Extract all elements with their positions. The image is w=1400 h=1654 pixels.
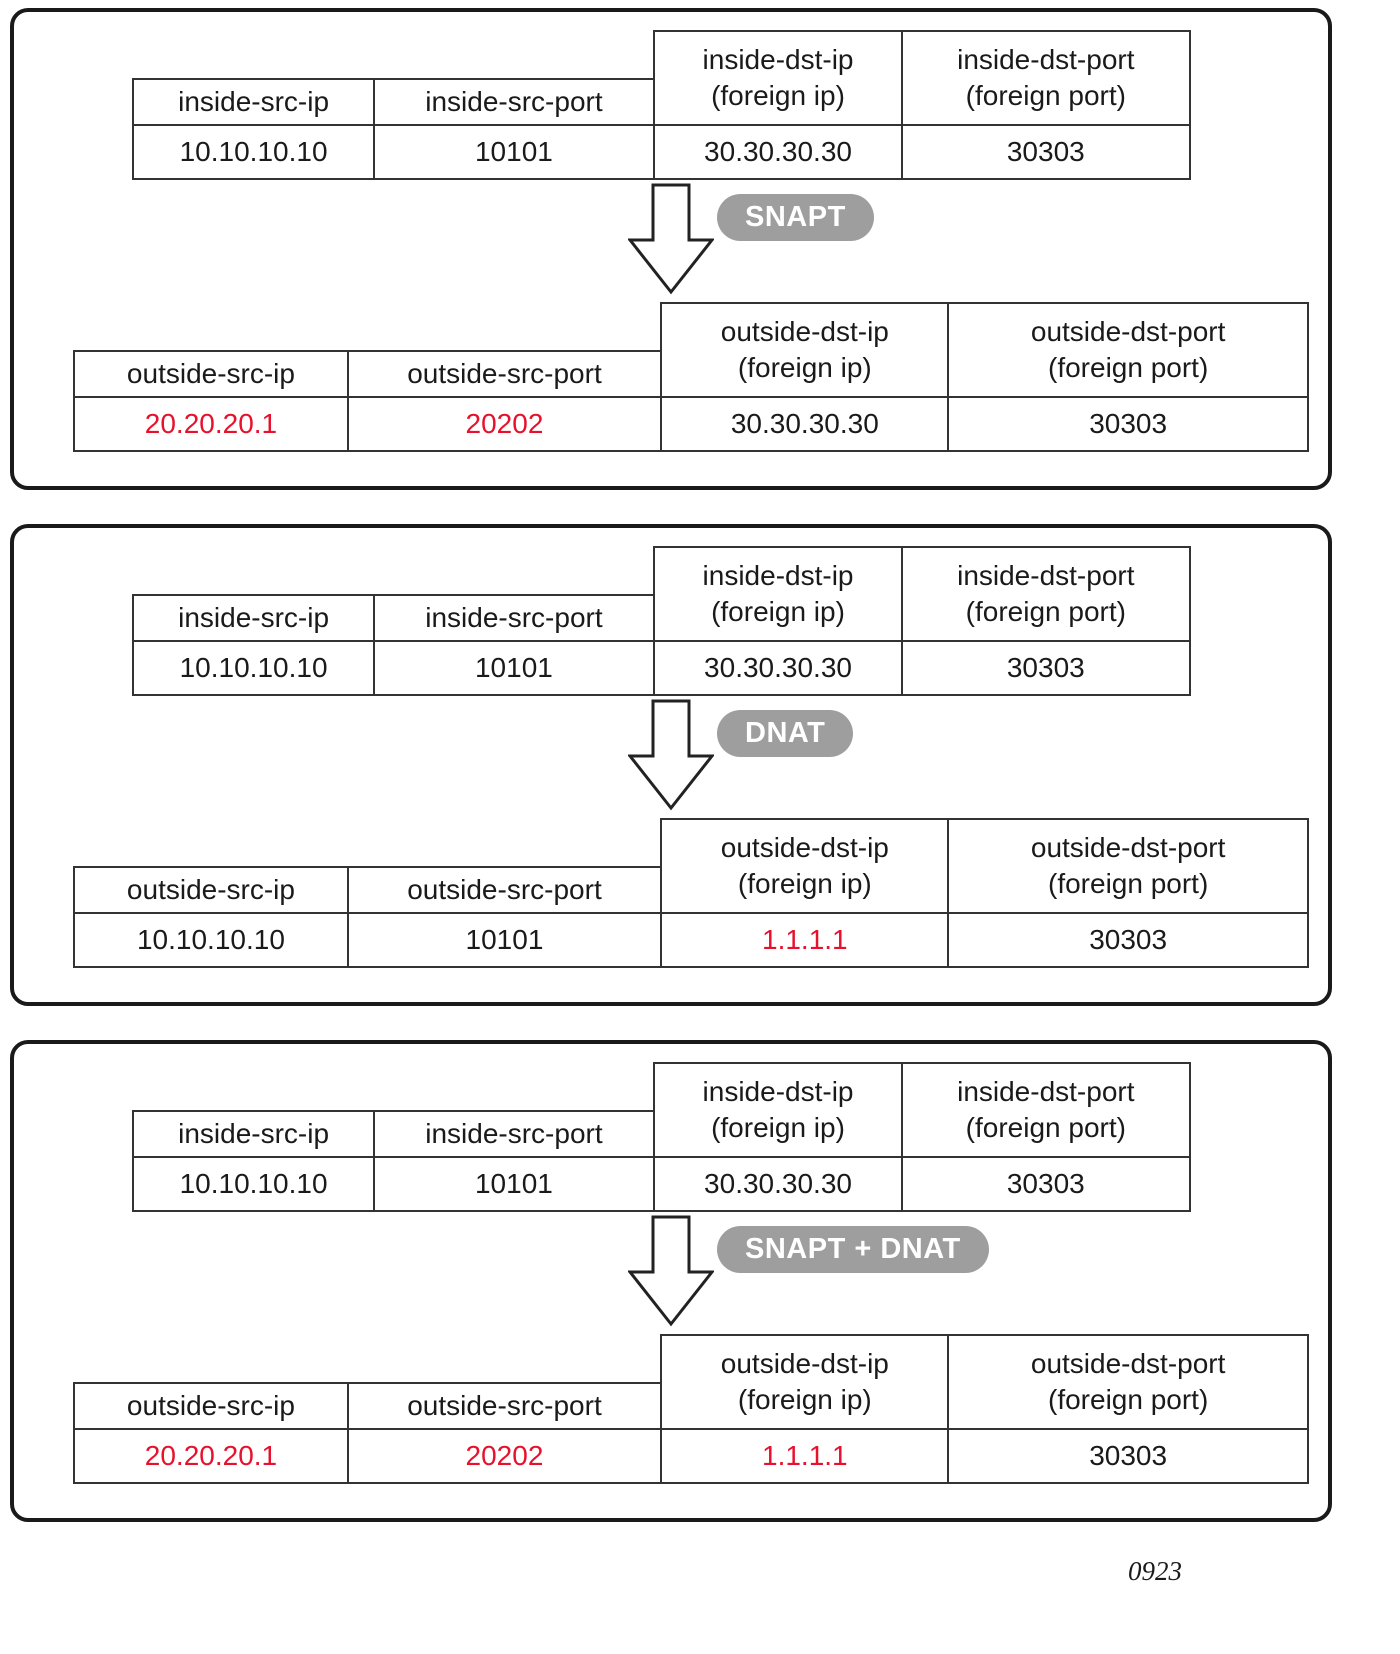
nat-diagram bbox=[0, 8, 1400, 1587]
header-label: outside-src-ip bbox=[126, 358, 295, 390]
header-label: outside-dst-ip bbox=[720, 832, 889, 864]
cell-value bbox=[132, 640, 375, 696]
value-label: 10101 bbox=[474, 1168, 553, 1199]
cell-value bbox=[947, 912, 1308, 968]
value-label: 20202 bbox=[465, 408, 544, 439]
value-label: 30303 bbox=[1006, 652, 1085, 683]
value-label: 30.30.30.30 bbox=[704, 136, 852, 167]
column-header bbox=[73, 866, 349, 914]
transform-arrow-row bbox=[14, 1212, 1328, 1334]
header-label: inside-dst-port bbox=[957, 560, 1135, 592]
column-header bbox=[132, 78, 375, 126]
transform-arrow-row bbox=[14, 696, 1328, 818]
cell-value bbox=[901, 640, 1190, 696]
column-header bbox=[373, 78, 655, 126]
header-label: outside-dst-port bbox=[1030, 316, 1226, 348]
header-label: inside-src-ip bbox=[178, 1118, 330, 1150]
cell-value bbox=[347, 1428, 662, 1484]
column-outside-dst-port bbox=[947, 1334, 1308, 1484]
header-label: outside-src-port bbox=[407, 1390, 602, 1422]
cell-value bbox=[653, 1156, 903, 1212]
header-label: inside-src-ip bbox=[178, 86, 330, 118]
column-header bbox=[901, 1062, 1190, 1158]
transform-arrow-row bbox=[14, 180, 1328, 302]
column-header bbox=[947, 302, 1308, 398]
inside-table bbox=[132, 30, 1196, 180]
header-label: outside-dst-ip bbox=[720, 316, 889, 348]
header-sublabel: (foreign ip) bbox=[711, 80, 845, 111]
column-inside-src-port bbox=[373, 78, 655, 180]
value-label: 10101 bbox=[474, 652, 553, 683]
cell-value bbox=[132, 124, 375, 180]
column-header bbox=[901, 30, 1190, 126]
column-outside-dst-ip bbox=[660, 1334, 949, 1484]
value-label: 10.10.10.10 bbox=[179, 1168, 328, 1199]
header-label: inside-dst-ip bbox=[702, 560, 854, 592]
value-label: 30303 bbox=[1089, 1440, 1168, 1471]
cell-value bbox=[347, 396, 662, 452]
header-label: outside-src-port bbox=[407, 358, 602, 390]
column-inside-dst-ip bbox=[653, 30, 903, 180]
header-label: inside-src-port bbox=[425, 1118, 603, 1150]
value-label: 30303 bbox=[1006, 136, 1085, 167]
header-sublabel: (foreign port) bbox=[965, 80, 1126, 111]
value-label: 1.1.1.1 bbox=[762, 1440, 848, 1471]
figure-number: 0923 bbox=[1128, 1556, 1182, 1586]
value-label: 30.30.30.30 bbox=[730, 408, 879, 439]
column-header bbox=[347, 1382, 662, 1430]
column-inside-dst-port bbox=[901, 1062, 1190, 1212]
header-label: inside-dst-port bbox=[957, 44, 1135, 76]
column-header bbox=[660, 302, 949, 398]
header-label: outside-dst-port bbox=[1030, 1348, 1226, 1380]
value-label: 10.10.10.10 bbox=[179, 652, 328, 683]
column-header bbox=[373, 1110, 655, 1158]
column-header bbox=[947, 1334, 1308, 1430]
header-label: inside-dst-ip bbox=[702, 1076, 854, 1108]
outside-table bbox=[73, 818, 1315, 968]
column-inside-dst-ip bbox=[653, 1062, 903, 1212]
header-label: inside-dst-port bbox=[957, 1076, 1135, 1108]
value-label: 1.1.1.1 bbox=[762, 924, 848, 955]
header-sublabel: (foreign port) bbox=[1048, 352, 1209, 383]
value-label: 20.20.20.1 bbox=[144, 408, 278, 439]
value-label: 10.10.10.10 bbox=[136, 924, 285, 955]
cell-value bbox=[653, 124, 903, 180]
header-sublabel: (foreign port) bbox=[965, 596, 1126, 627]
panel-snapt bbox=[10, 8, 1332, 490]
cell-value bbox=[373, 1156, 655, 1212]
header-label: outside-src-ip bbox=[126, 1390, 295, 1422]
header-label: outside-src-port bbox=[407, 874, 602, 906]
column-header bbox=[660, 818, 949, 914]
column-header bbox=[653, 546, 903, 642]
down-arrow-icon bbox=[628, 1215, 714, 1327]
column-inside-dst-port bbox=[901, 546, 1190, 696]
down-arrow-icon bbox=[628, 183, 714, 295]
nat-type-badge: SNAPT + DNAT bbox=[717, 1226, 989, 1273]
column-header bbox=[653, 1062, 903, 1158]
column-header bbox=[73, 1382, 349, 1430]
outside-table bbox=[73, 1334, 1315, 1484]
cell-value bbox=[73, 912, 349, 968]
header-sublabel: (foreign port) bbox=[965, 1112, 1126, 1143]
cell-value bbox=[132, 1156, 375, 1212]
column-header bbox=[901, 546, 1190, 642]
column-outside-src-port bbox=[347, 866, 662, 968]
cell-value bbox=[660, 396, 949, 452]
column-header bbox=[347, 350, 662, 398]
cell-value bbox=[347, 912, 662, 968]
column-inside-src-port bbox=[373, 594, 655, 696]
panel-snapt-dnat bbox=[10, 1040, 1332, 1522]
cell-value bbox=[947, 1428, 1308, 1484]
column-outside-src-port bbox=[347, 1382, 662, 1484]
value-label: 20202 bbox=[465, 1440, 544, 1471]
cell-value bbox=[947, 396, 1308, 452]
header-label: outside-dst-port bbox=[1030, 832, 1226, 864]
header-label: inside-dst-ip bbox=[702, 44, 854, 76]
header-sublabel: (foreign ip) bbox=[737, 868, 872, 899]
value-label: 10101 bbox=[465, 924, 544, 955]
column-header bbox=[347, 866, 662, 914]
header-sublabel: (foreign ip) bbox=[737, 1384, 872, 1415]
column-header bbox=[73, 350, 349, 398]
header-label: outside-dst-ip bbox=[720, 1348, 889, 1380]
nat-type-badge: SNAPT bbox=[717, 194, 874, 241]
nat-type-badge: DNAT bbox=[717, 710, 853, 757]
header-sublabel: (foreign ip) bbox=[737, 352, 872, 383]
header-label: inside-src-ip bbox=[178, 602, 330, 634]
header-label: outside-src-ip bbox=[126, 874, 295, 906]
cell-value bbox=[373, 124, 655, 180]
cell-value bbox=[73, 1428, 349, 1484]
cell-value bbox=[901, 124, 1190, 180]
inside-table bbox=[132, 1062, 1196, 1212]
value-label: 30.30.30.30 bbox=[704, 652, 852, 683]
value-label: 30303 bbox=[1006, 1168, 1085, 1199]
value-label: 30303 bbox=[1089, 408, 1168, 439]
column-inside-src-ip bbox=[132, 78, 375, 180]
value-label: 20.20.20.1 bbox=[144, 1440, 278, 1471]
value-label: 30.30.30.30 bbox=[704, 1168, 852, 1199]
column-outside-dst-port bbox=[947, 302, 1308, 452]
cell-value bbox=[73, 396, 349, 452]
header-label: inside-src-port bbox=[425, 602, 603, 634]
column-inside-src-ip bbox=[132, 1110, 375, 1212]
column-header bbox=[947, 818, 1308, 914]
column-outside-dst-ip bbox=[660, 302, 949, 452]
cell-value bbox=[373, 640, 655, 696]
header-sublabel: (foreign ip) bbox=[711, 596, 845, 627]
column-inside-src-port bbox=[373, 1110, 655, 1212]
inside-table bbox=[132, 546, 1196, 696]
down-arrow-icon bbox=[628, 699, 714, 811]
column-outside-src-ip bbox=[73, 1382, 349, 1484]
column-header bbox=[653, 30, 903, 126]
column-header bbox=[132, 1110, 375, 1158]
outside-table bbox=[73, 302, 1315, 452]
header-sublabel: (foreign port) bbox=[1048, 1384, 1209, 1415]
header-sublabel: (foreign port) bbox=[1048, 868, 1209, 899]
column-header bbox=[132, 594, 375, 642]
cell-value bbox=[653, 640, 903, 696]
value-label: 30303 bbox=[1089, 924, 1168, 955]
column-outside-dst-port bbox=[947, 818, 1308, 968]
column-outside-dst-ip bbox=[660, 818, 949, 968]
column-outside-src-port bbox=[347, 350, 662, 452]
column-outside-src-ip bbox=[73, 350, 349, 452]
header-sublabel: (foreign ip) bbox=[711, 1112, 845, 1143]
cell-value bbox=[901, 1156, 1190, 1212]
column-header bbox=[660, 1334, 949, 1430]
column-header bbox=[373, 594, 655, 642]
column-outside-src-ip bbox=[73, 866, 349, 968]
column-inside-dst-ip bbox=[653, 546, 903, 696]
header-label: inside-src-port bbox=[425, 86, 603, 118]
panel-dnat bbox=[10, 524, 1332, 1006]
column-inside-src-ip bbox=[132, 594, 375, 696]
column-inside-dst-port bbox=[901, 30, 1190, 180]
cell-value bbox=[660, 1428, 949, 1484]
value-label: 10.10.10.10 bbox=[179, 136, 328, 167]
value-label: 10101 bbox=[474, 136, 553, 167]
cell-value bbox=[660, 912, 949, 968]
